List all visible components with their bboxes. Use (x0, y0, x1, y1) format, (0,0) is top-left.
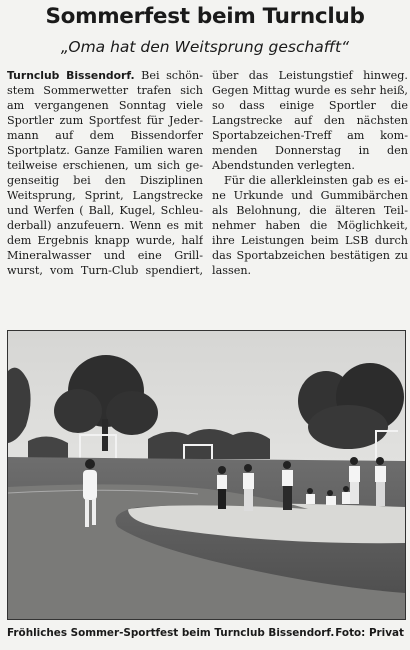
text-line: teilweise erschienen, um sich ge- (7, 159, 203, 172)
text-line: menden Donnerstag in den (212, 144, 408, 157)
headline: Sommerfest beim Turnclub (45, 4, 365, 29)
text-line: stem Sommerwetter trafen sich (7, 84, 203, 97)
text-line: am vergangenen Sonntag viele (7, 99, 203, 112)
lead-name: Turnclub Bissendorf. (7, 69, 135, 82)
text-line: Für die allerkleinsten gab es ei- (224, 174, 408, 187)
text-line: Sportler zum Sportfest für Jeder- (7, 114, 203, 127)
text-line: über das Leistungstief hinweg. (212, 69, 408, 82)
text-line: nehmer haben die Möglichkeit, (212, 219, 408, 232)
photo-credit: Foto: Privat (335, 627, 404, 639)
sports-field-photo (7, 330, 406, 620)
paragraph-2 (212, 68, 408, 173)
text-line: und Werfen ( Ball, Kugel, Schleu- (7, 204, 203, 217)
photo-image (8, 331, 405, 619)
paragraph-1 (7, 68, 203, 278)
text-line: ihre Leistungen beim LSB durch (212, 234, 408, 247)
text-line: Langstrecke auf den nächsten (212, 114, 408, 127)
text-line: Gegen Mittag wurde es sehr heiß, (212, 84, 408, 97)
text-line: Sportplatz. Ganze Familien waren (7, 144, 203, 157)
text-line: mann auf dem Bissendorfer (7, 129, 203, 142)
text-line: genseitig bei den Disziplinen (7, 174, 203, 187)
subheadline: „Oma hat den Weitsprung geschafft“ (60, 38, 350, 56)
text-line: wurst, vom Turn-Club spendiert, (7, 264, 203, 277)
text-line: Sportabzeichen-Treff am kom- (212, 129, 408, 142)
text-line: dem Ergebnis knapp wurde, half (7, 234, 203, 247)
article-column-left (7, 68, 203, 278)
text-line: lassen. (212, 264, 252, 277)
text-line: ne Urkunde und Gummibärchen (212, 189, 408, 202)
paragraph-3 (212, 173, 408, 278)
photo-caption (7, 627, 404, 639)
text-line: Abendstunden verlegten. (212, 159, 355, 172)
text-line: das Sportabzeichen bestätigen zu (212, 249, 408, 262)
text-line: Turnclub Bissendorf. Bei schön- (7, 69, 203, 82)
text-line: so dass einige Sportler die (212, 99, 408, 112)
text-line: Weitsprung, Sprint, Langstrecke (7, 189, 203, 202)
text-line: Mineralwasser und eine Grill- (7, 249, 203, 262)
article-column-right (212, 68, 408, 278)
text-line: derball) anzufeuern. Wenn es mit (7, 219, 203, 232)
text-line: als Belohnung, die älteren Teil- (212, 204, 408, 217)
caption-text: Fröhliches Sommer-Sportfest beim Turnclub Bissendorf. (7, 627, 335, 639)
